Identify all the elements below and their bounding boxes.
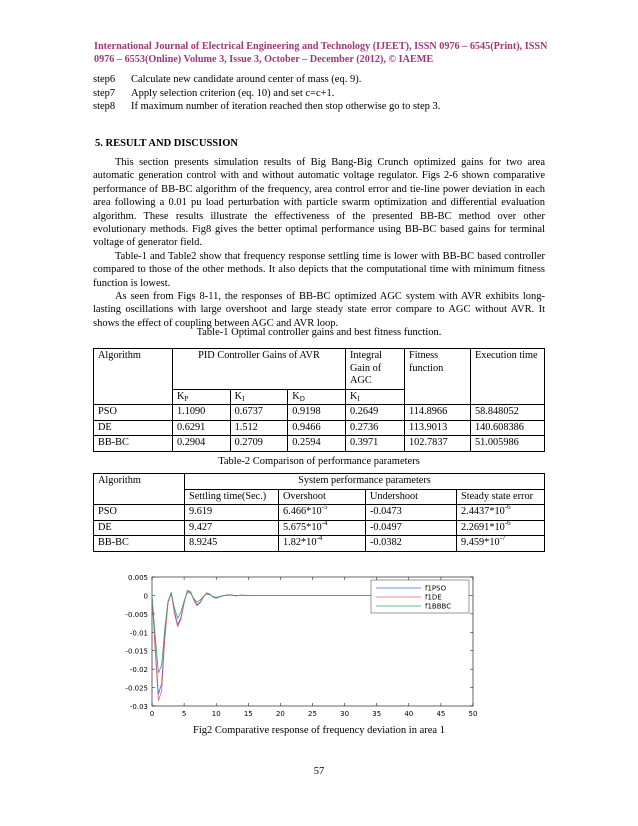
table1-caption: Table-1 Optimal controller gains and best fitness function.	[196, 327, 442, 338]
step-row	[93, 100, 563, 114]
x-tick-label: 35	[372, 710, 382, 718]
table-cell: -0.0473	[366, 505, 457, 521]
table-cell: 102.7837	[405, 436, 471, 452]
body-text	[93, 156, 545, 330]
page-number: 57	[313, 766, 325, 777]
table-header-row	[94, 474, 545, 490]
table-header-cell: Algorithm	[94, 474, 185, 505]
table-cell: 0.2709	[230, 436, 288, 452]
paragraph: As seen from Figs 8-11, the responses of BB-BC optimized AGC system with AVR exhibits long-lasting oscillations with large overshoot and large steady state error compare to AGC without AVR. It shows the effect of coupling between AGC and AVR loop.	[93, 291, 545, 329]
table-cell: 0.9198	[288, 405, 346, 421]
legend-label: f1PSO	[425, 584, 447, 593]
step-row	[93, 73, 563, 87]
table-cell: 0.6291	[173, 420, 231, 436]
value-base: 2.2691*10	[461, 521, 505, 533]
table-header-cell: Overshoot	[279, 489, 366, 505]
table-header-row	[94, 349, 545, 390]
table-cell: 114.8966	[405, 405, 471, 421]
table-cell: 113.9013	[405, 420, 471, 436]
x-tick-label: 10	[211, 710, 221, 718]
gain-symbol: K	[234, 390, 243, 402]
table-cell: -0.0497	[366, 520, 457, 536]
table-cell: 0.9466	[288, 420, 346, 436]
step-text: If maximum number of iteration reached then stop otherwise go to step 3.	[131, 101, 441, 112]
table-cell	[457, 505, 545, 521]
gain-subscript: D	[299, 394, 305, 403]
table-cell: -0.0382	[366, 536, 457, 552]
gain-subscript: I	[242, 394, 245, 403]
value-base: 5.675*10	[283, 521, 322, 533]
gain-subscript: I	[357, 394, 360, 403]
value-base: 6.466*10	[283, 506, 322, 517]
value-exponent: -7	[499, 534, 506, 542]
table-cell: 0.2594	[288, 436, 346, 452]
table-header-cell	[288, 389, 346, 405]
journal-header	[94, 40, 564, 66]
y-tick-label: -0.03	[129, 703, 148, 711]
table-row	[94, 436, 545, 452]
table2-caption: Table-2 Comparison of performance parameters	[218, 456, 420, 467]
y-tick-label: 0.005	[127, 574, 148, 582]
section-title: 5. RESULT AND DISCUSSION	[95, 138, 238, 149]
step-row	[93, 87, 563, 101]
step-text: Apply selection criterion (eq. 10) and set c=c+1.	[131, 87, 335, 99]
figure-caption: Fig2 Comparative response of frequency deviation in area 1	[193, 725, 445, 736]
y-tick-label: -0.02	[129, 666, 148, 675]
table-header-cell: Integral Gain of AGC	[346, 349, 405, 390]
value-exponent: -4	[321, 518, 328, 527]
table-header-cell	[230, 389, 288, 405]
value-exponent: -6	[504, 503, 511, 511]
step-number: step7	[93, 87, 116, 99]
step-text: Calculate new candidate around center of mass (eq. 9).	[131, 74, 362, 85]
table-header-cell: Undershoot	[366, 489, 457, 505]
table-header-cell	[346, 389, 405, 405]
step-number: step6	[93, 74, 116, 85]
table-cell: 0.2736	[346, 420, 405, 436]
legend-label: f1DE	[425, 593, 442, 602]
table-cell: 9.427	[185, 520, 279, 536]
table-cell: 0.6737	[230, 405, 288, 421]
x-tick-label: 45	[436, 710, 446, 718]
table-cell: 1.512	[230, 420, 288, 436]
value-base: 1.82*10	[283, 537, 317, 548]
y-tick-label: -0.015	[125, 647, 148, 656]
gain-symbol: K	[292, 390, 300, 402]
table-cell	[279, 536, 366, 552]
x-tick-label: 25	[308, 710, 317, 718]
legend-box	[371, 580, 469, 613]
table-cell: DE	[94, 520, 185, 536]
x-tick-label: 5	[181, 710, 187, 718]
value-base: 9.459*10	[461, 537, 500, 548]
x-tick-label: 15	[243, 710, 253, 718]
y-tick-label: 0	[143, 592, 148, 601]
table-cell: PSO	[94, 505, 185, 521]
gain-symbol: K	[350, 390, 358, 402]
table-cell: 51.005986	[471, 436, 545, 452]
table-header-cell	[173, 389, 231, 405]
table2	[93, 473, 545, 552]
table-cell	[457, 536, 545, 552]
gain-symbol: K	[177, 390, 185, 402]
table-row	[94, 505, 545, 521]
table-header-cell: System performance parameters	[185, 474, 545, 490]
table-header-cell: Execution time	[471, 349, 545, 405]
table-cell: 0.2904	[173, 436, 231, 452]
table-cell: 1.1090	[173, 405, 231, 421]
table-header-cell: Settling time(Sec.)	[185, 489, 279, 505]
table-cell: BB-BC	[94, 436, 173, 452]
value-exponent: -6	[504, 518, 511, 527]
table-header-cell: Algorithm	[94, 349, 173, 405]
table-row	[94, 405, 545, 421]
y-tick-label: -0.01	[129, 629, 148, 638]
value-base: 2.4437*10	[461, 506, 505, 517]
table-cell: 58.848052	[471, 405, 545, 421]
value-exponent: -4	[316, 534, 323, 542]
frequency-deviation-chart	[95, 570, 485, 720]
legend-label: f1BBBC	[425, 602, 452, 611]
table-cell: 8.9245	[185, 536, 279, 552]
y-tick-label: -0.025	[125, 684, 148, 693]
y-tick-label: -0.005	[125, 610, 148, 619]
table-cell: 0.3971	[346, 436, 405, 452]
table-cell: BB-BC	[94, 536, 185, 552]
x-tick-label: 30	[340, 710, 350, 718]
table-cell: DE	[94, 420, 173, 436]
value-exponent: -5	[321, 503, 328, 511]
table-header-cell: PID Controller Gains of AVR	[173, 349, 346, 390]
step-number: step8	[93, 101, 116, 112]
table-cell: 0.2649	[346, 405, 405, 421]
journal-header-line1: International Journal of Electrical Engineering and Technology (IJEET), ISSN 0976 – 6545(Print), ISSN	[94, 41, 548, 52]
table-header-cell: Steady state error	[457, 489, 545, 505]
journal-header-line2: 0976 – 6553(Online) Volume 3, Issue 3, October – December (2012), © IAEME	[94, 54, 434, 65]
table-header-cell: Fitness function	[405, 349, 471, 405]
table-row	[94, 420, 545, 436]
x-tick-label: 40	[404, 710, 414, 718]
x-tick-label: 0	[149, 710, 155, 718]
paragraph: Table-1 and Table2 show that frequency response settling time is lower with BB-BC based controller compared to those of the other methods. It also depicts that the computational time with minimum fitness function is lowest.	[93, 250, 545, 289]
gain-subscript: P	[184, 394, 189, 403]
table-cell: 9.619	[185, 505, 279, 521]
table-row	[94, 536, 545, 552]
x-tick-label: 20	[275, 710, 285, 718]
paragraph: This section presents simulation results of Big Bang-Big Crunch optimized gains for two area automatic generation control with and without automatic voltage regulator. Figs 2-6 shown comparative performance of BB-BC algorithm of the frequency, area control error and tie-line power deviation in each area following a 0.01 pu load perturbation with particle swarm optimization and differential evaluation algorithm. These results illustrate the effectiveness of the presented BB-BC method over other evolutionary methods. Fig8 gives the better optimal performance using BB-BC based gains for terminal voltage of generator field.	[93, 157, 545, 249]
table1	[93, 348, 545, 452]
x-tick-label: 50	[468, 710, 478, 718]
table-cell: 140.608386	[471, 420, 545, 436]
table-cell: PSO	[94, 405, 173, 421]
algorithm-steps	[93, 73, 563, 114]
